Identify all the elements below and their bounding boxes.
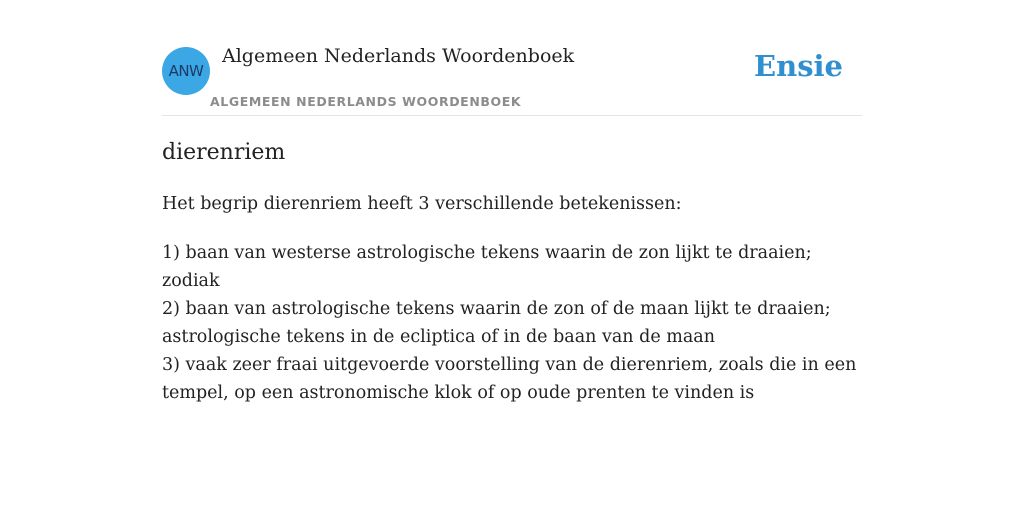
site-title[interactable]: Algemeen Nederlands Woordenboek (222, 45, 575, 67)
anw-logo[interactable] (162, 47, 210, 95)
header (162, 0, 862, 116)
logo-text: ANW (168, 62, 204, 80)
entry-intro: Het begrip dierenriem heeft 3 verschillende betekenissen: (162, 194, 682, 214)
meaning-item: 3) vaak zeer fraai uitgevoerde voorstelling van de dierenriem, zoals die in een tempel, op een astronomische klok of op oude prenten te vinden is (162, 355, 857, 403)
entry-word: dierenriem (162, 140, 286, 165)
ensie-brand-logo[interactable]: Ensie (754, 49, 843, 83)
entry-card (162, 0, 862, 512)
meaning-item: 2) baan van astrologische tekens waarin de zon of de maan lijkt te draaien; astrologische tekens in de ecliptica of in de baan van de maan (162, 299, 831, 347)
meanings-list (162, 239, 862, 407)
meaning-item: 1) baan van westerse astrologische tekens waarin de zon lijkt te draaien; zodiak (162, 243, 812, 291)
site-subtitle: ALGEMEEN NEDERLANDS WOORDENBOEK (210, 94, 522, 109)
